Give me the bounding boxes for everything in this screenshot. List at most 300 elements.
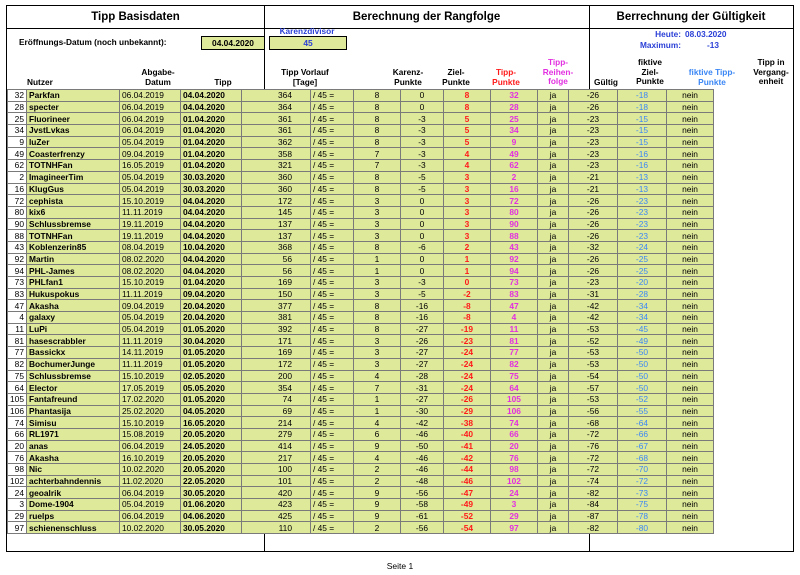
- cell-ziel: -58: [400, 499, 443, 511]
- cell-gueltig: ja: [537, 288, 568, 300]
- cell-vorlauf: 169: [241, 347, 310, 359]
- cell-fiktive-ziel: -42: [568, 300, 617, 312]
- cell-vergangenheit: nein: [666, 499, 713, 511]
- cell-vorlauf: 354: [241, 382, 310, 394]
- cell-reihenfolge: 28: [490, 101, 537, 113]
- cell-ziel: -3: [400, 160, 443, 172]
- cell-divisor: / 45 =: [310, 335, 353, 347]
- cell-ziel: -31: [400, 382, 443, 394]
- cell-tipp: 30.04.2020: [180, 335, 241, 347]
- cell-gueltig: ja: [537, 347, 568, 359]
- table-row: [8, 347, 714, 359]
- cell-nutzer: achterbahndennis: [26, 475, 119, 487]
- cell-nutzer: Schlussbremse: [26, 218, 119, 230]
- cell-nutzer: Bassickx: [26, 347, 119, 359]
- cell-tipp: 16.05.2020: [180, 417, 241, 429]
- cell-fiktive-ziel: -76: [568, 440, 617, 452]
- cell-tipp: 04.04.2020: [180, 230, 241, 242]
- cell-divisor: / 45 =: [310, 195, 353, 207]
- cell-tipp-punkte: 4: [443, 148, 490, 160]
- cell-fiktive-ziel: -52: [568, 335, 617, 347]
- cell-vorlauf: 137: [241, 218, 310, 230]
- cell-nutzer: Fantafreund: [26, 393, 119, 405]
- cell-vorlauf: 362: [241, 136, 310, 148]
- cell-nutzer: Simisu: [26, 417, 119, 429]
- cell-abgabe: 15.10.2019: [119, 370, 180, 382]
- cell-vorlauf: 425: [241, 510, 310, 522]
- karenz-label: Karenzdivisor: [279, 26, 335, 36]
- table-row: [8, 160, 714, 172]
- cell-abgabe: 09.04.2019: [119, 300, 180, 312]
- cell-tipp-punkte: 5: [443, 136, 490, 148]
- table-row: [8, 358, 714, 370]
- cell-tipp-punkte: 3: [443, 183, 490, 195]
- cell-fiktive-ziel: -26: [568, 265, 617, 277]
- cell-abgabe: 06.04.2019: [119, 113, 180, 125]
- cell-karenz: 8: [353, 136, 400, 148]
- cell-fiktive-ziel: -84: [568, 499, 617, 511]
- cell-gueltig: ja: [537, 136, 568, 148]
- row-index: 49: [8, 148, 27, 160]
- cell-gueltig: ja: [537, 265, 568, 277]
- cell-tipp-punkte: 5: [443, 125, 490, 137]
- cell-tipp: 01.04.2020: [180, 125, 241, 137]
- cell-gueltig: ja: [537, 101, 568, 113]
- cell-reihenfolge: 106: [490, 405, 537, 417]
- cell-ziel: -30: [400, 405, 443, 417]
- cell-gueltig: ja: [537, 113, 568, 125]
- max-label: Maximum:: [639, 40, 681, 50]
- cell-vorlauf: 169: [241, 277, 310, 289]
- cell-gueltig: ja: [537, 487, 568, 499]
- cell-fiktive-tipp: -34: [617, 300, 666, 312]
- cell-fiktive-ziel: -42: [568, 312, 617, 324]
- cell-tipp-punkte: 3: [443, 218, 490, 230]
- cell-reihenfolge: 90: [490, 218, 537, 230]
- ranking-table: [7, 89, 714, 534]
- cell-divisor: / 45 =: [310, 160, 353, 172]
- cell-tipp-punkte: -26: [443, 393, 490, 405]
- cell-vorlauf: 321: [241, 160, 310, 172]
- cell-reihenfolge: 9: [490, 136, 537, 148]
- cell-ziel: -27: [400, 393, 443, 405]
- table-row: [8, 382, 714, 394]
- cell-tipp: 01.05.2020: [180, 393, 241, 405]
- cell-reihenfolge: 62: [490, 160, 537, 172]
- cell-nutzer: Hukuspokus: [26, 288, 119, 300]
- cell-divisor: / 45 =: [310, 475, 353, 487]
- cell-fiktive-ziel: -53: [568, 358, 617, 370]
- cell-abgabe: 06.04.2019: [119, 125, 180, 137]
- cell-fiktive-ziel: -23: [568, 160, 617, 172]
- cell-tipp: 04.06.2020: [180, 510, 241, 522]
- cell-nutzer: anas: [26, 440, 119, 452]
- cell-tipp-punkte: -24: [443, 370, 490, 382]
- cell-fiktive-ziel: -26: [568, 195, 617, 207]
- cell-reihenfolge: 77: [490, 347, 537, 359]
- cell-vorlauf: 214: [241, 417, 310, 429]
- cell-reihenfolge: 66: [490, 428, 537, 440]
- cell-nutzer: ImagineerTim: [26, 171, 119, 183]
- cell-reihenfolge: 81: [490, 335, 537, 347]
- cell-vergangenheit: nein: [666, 487, 713, 499]
- cell-reihenfolge: 83: [490, 288, 537, 300]
- cell-nutzer: Akasha: [26, 452, 119, 464]
- cell-fiktive-tipp: -13: [617, 183, 666, 195]
- cell-divisor: / 45 =: [310, 125, 353, 137]
- row-index: 83: [8, 288, 27, 300]
- cell-vergangenheit: nein: [666, 101, 713, 113]
- cell-karenz: 2: [353, 464, 400, 476]
- cell-vergangenheit: nein: [666, 230, 713, 242]
- cell-karenz: 8: [353, 113, 400, 125]
- row-index: 94: [8, 265, 27, 277]
- cell-tipp: 01.04.2020: [180, 148, 241, 160]
- header-fiktive-ziel: fiktive Ziel- Punkte: [636, 57, 664, 86]
- cell-fiktive-ziel: -74: [568, 475, 617, 487]
- header-karenz: Karenz- Punkte: [392, 67, 424, 87]
- cell-nutzer: Dome-1904: [26, 499, 119, 511]
- cell-vorlauf: 381: [241, 312, 310, 324]
- cell-tipp-punkte: 4: [443, 160, 490, 172]
- cell-tipp-punkte: -44: [443, 464, 490, 476]
- cell-fiktive-ziel: -53: [568, 347, 617, 359]
- cell-divisor: / 45 =: [310, 487, 353, 499]
- table-row: [8, 90, 714, 102]
- table-row: [8, 522, 714, 534]
- cell-gueltig: ja: [537, 510, 568, 522]
- cell-ziel: -3: [400, 148, 443, 160]
- cell-tipp: 30.05.2020: [180, 522, 241, 534]
- cell-reihenfolge: 20: [490, 440, 537, 452]
- cell-fiktive-tipp: -55: [617, 405, 666, 417]
- cell-abgabe: 06.04.2019: [119, 90, 180, 102]
- cell-abgabe: 09.04.2019: [119, 148, 180, 160]
- cell-vorlauf: 414: [241, 440, 310, 452]
- cell-gueltig: ja: [537, 499, 568, 511]
- cell-vorlauf: 364: [241, 90, 310, 102]
- cell-vergangenheit: nein: [666, 136, 713, 148]
- row-index: 16: [8, 183, 27, 195]
- cell-tipp-punkte: 5: [443, 113, 490, 125]
- cell-karenz: 9: [353, 499, 400, 511]
- cell-karenz: 1: [353, 253, 400, 265]
- table-row: [8, 393, 714, 405]
- cell-vergangenheit: nein: [666, 335, 713, 347]
- cell-reihenfolge: 24: [490, 487, 537, 499]
- cell-tipp: 20.04.2020: [180, 300, 241, 312]
- today-value: 08.03.2020: [685, 29, 727, 39]
- cell-tipp-punkte: -41: [443, 440, 490, 452]
- cell-reihenfolge: 97: [490, 522, 537, 534]
- cell-karenz: 6: [353, 428, 400, 440]
- cell-ziel: 0: [400, 101, 443, 113]
- cell-reihenfolge: 32: [490, 90, 537, 102]
- cell-fiktive-tipp: -15: [617, 113, 666, 125]
- header-vorlauf: Tipp Vorlauf [Tage]: [281, 67, 329, 87]
- cell-fiktive-tipp: -75: [617, 499, 666, 511]
- row-index: 81: [8, 335, 27, 347]
- cell-abgabe: 06.04.2019: [119, 510, 180, 522]
- row-index: 24: [8, 487, 27, 499]
- row-index: 11: [8, 323, 27, 335]
- cell-karenz: 4: [353, 417, 400, 429]
- cell-ziel: -56: [400, 487, 443, 499]
- cell-gueltig: ja: [537, 171, 568, 183]
- cell-divisor: / 45 =: [310, 440, 353, 452]
- row-index: 73: [8, 277, 27, 289]
- cell-tipp-punkte: 3: [443, 171, 490, 183]
- cell-ziel: -27: [400, 347, 443, 359]
- cell-divisor: / 45 =: [310, 230, 353, 242]
- cell-vorlauf: 360: [241, 183, 310, 195]
- cell-fiktive-tipp: -67: [617, 440, 666, 452]
- cell-nutzer: Koblenzerin85: [26, 241, 119, 253]
- cell-nutzer: KlugGus: [26, 183, 119, 195]
- cell-tipp: 04.04.2020: [180, 253, 241, 265]
- header-gueltig: Gültig: [594, 77, 618, 87]
- cell-vorlauf: 101: [241, 475, 310, 487]
- cell-fiktive-tipp: -50: [617, 358, 666, 370]
- table-row: [8, 206, 714, 218]
- cell-fiktive-tipp: -23: [617, 230, 666, 242]
- section-title-basis: Tipp Basisdaten: [7, 6, 264, 29]
- cell-reihenfolge: 11: [490, 323, 537, 335]
- cell-vorlauf: 69: [241, 405, 310, 417]
- cell-vergangenheit: nein: [666, 405, 713, 417]
- cell-nutzer: Phantasija: [26, 405, 119, 417]
- cell-abgabe: 10.02.2020: [119, 464, 180, 476]
- cell-divisor: / 45 =: [310, 218, 353, 230]
- cell-abgabe: 05.04.2019: [119, 323, 180, 335]
- cell-karenz: 8: [353, 171, 400, 183]
- cell-ziel: -46: [400, 452, 443, 464]
- table-row: [8, 487, 714, 499]
- cell-ziel: -3: [400, 277, 443, 289]
- cell-abgabe: 16.10.2019: [119, 452, 180, 464]
- table-row: [8, 510, 714, 522]
- row-index: 64: [8, 382, 27, 394]
- cell-ziel: -6: [400, 241, 443, 253]
- cell-vergangenheit: nein: [666, 323, 713, 335]
- cell-vergangenheit: nein: [666, 347, 713, 359]
- cell-fiktive-ziel: -26: [568, 253, 617, 265]
- table-row: [8, 323, 714, 335]
- cell-tipp-punkte: 1: [443, 253, 490, 265]
- cell-divisor: / 45 =: [310, 288, 353, 300]
- cell-vergangenheit: nein: [666, 417, 713, 429]
- cell-karenz: 3: [353, 347, 400, 359]
- table-row: [8, 171, 714, 183]
- row-index: 92: [8, 253, 27, 265]
- cell-tipp-punkte: -52: [443, 510, 490, 522]
- cell-tipp: 04.04.2020: [180, 218, 241, 230]
- cell-divisor: / 45 =: [310, 206, 353, 218]
- cell-nutzer: JvstLvkas: [26, 125, 119, 137]
- cell-tipp-punkte: 8: [443, 101, 490, 113]
- cell-fiktive-tipp: -16: [617, 148, 666, 160]
- cell-tipp: 01.04.2020: [180, 160, 241, 172]
- cell-tipp: 22.05.2020: [180, 475, 241, 487]
- cell-ziel: 0: [400, 195, 443, 207]
- cell-divisor: / 45 =: [310, 241, 353, 253]
- header-reihenfolge: Tipp- Reihen- folge: [542, 57, 574, 86]
- cell-ziel: -3: [400, 113, 443, 125]
- cell-reihenfolge: 98: [490, 464, 537, 476]
- cell-tipp-punkte: -24: [443, 358, 490, 370]
- cell-tipp-punkte: -42: [443, 452, 490, 464]
- row-index: 28: [8, 101, 27, 113]
- cell-divisor: / 45 =: [310, 510, 353, 522]
- cell-reihenfolge: 102: [490, 475, 537, 487]
- cell-reihenfolge: 16: [490, 183, 537, 195]
- cell-fiktive-tipp: -13: [617, 171, 666, 183]
- cell-ziel: 0: [400, 218, 443, 230]
- header-vergangenheit: Tipp in Vergang- enheit: [753, 57, 789, 86]
- row-index: 80: [8, 206, 27, 218]
- cell-fiktive-ziel: -23: [568, 113, 617, 125]
- cell-fiktive-ziel: -72: [568, 452, 617, 464]
- cell-tipp-punkte: -47: [443, 487, 490, 499]
- cell-karenz: 8: [353, 312, 400, 324]
- cell-nutzer: kix6: [26, 206, 119, 218]
- cell-divisor: / 45 =: [310, 393, 353, 405]
- cell-gueltig: ja: [537, 405, 568, 417]
- cell-tipp: 20.05.2020: [180, 428, 241, 440]
- cell-reihenfolge: 74: [490, 417, 537, 429]
- section-title-gueltig: Berrechnung der Gültigkeit: [589, 6, 793, 29]
- cell-fiktive-ziel: -72: [568, 464, 617, 476]
- cell-vergangenheit: nein: [666, 265, 713, 277]
- cell-karenz: 3: [353, 288, 400, 300]
- cell-fiktive-ziel: -82: [568, 487, 617, 499]
- cell-gueltig: ja: [537, 195, 568, 207]
- cell-fiktive-tipp: -50: [617, 382, 666, 394]
- cell-fiktive-tipp: -20: [617, 277, 666, 289]
- cell-vergangenheit: nein: [666, 288, 713, 300]
- cell-fiktive-ziel: -57: [568, 382, 617, 394]
- cell-vorlauf: 368: [241, 241, 310, 253]
- cell-nutzer: Nic: [26, 464, 119, 476]
- cell-gueltig: ja: [537, 160, 568, 172]
- cell-fiktive-tipp: -15: [617, 125, 666, 137]
- cell-abgabe: 25.02.2020: [119, 405, 180, 417]
- cell-divisor: / 45 =: [310, 370, 353, 382]
- cell-tipp: 30.03.2020: [180, 171, 241, 183]
- cell-ziel: 0: [400, 265, 443, 277]
- cell-vergangenheit: nein: [666, 464, 713, 476]
- cell-tipp-punkte: 0: [443, 277, 490, 289]
- table-row: [8, 113, 714, 125]
- page-footer: Seite 1: [386, 561, 414, 571]
- cell-reihenfolge: 34: [490, 125, 537, 137]
- cell-vergangenheit: nein: [666, 113, 713, 125]
- max-value: -13: [707, 40, 719, 50]
- cell-abgabe: 19.11.2019: [119, 218, 180, 230]
- cell-vergangenheit: nein: [666, 358, 713, 370]
- cell-fiktive-tipp: -72: [617, 475, 666, 487]
- cell-abgabe: 10.02.2020: [119, 522, 180, 534]
- cell-nutzer: Parkfan: [26, 90, 119, 102]
- cell-tipp: 01.06.2020: [180, 499, 241, 511]
- cell-vorlauf: 358: [241, 148, 310, 160]
- cell-reihenfolge: 92: [490, 253, 537, 265]
- cell-divisor: / 45 =: [310, 113, 353, 125]
- cell-gueltig: ja: [537, 440, 568, 452]
- cell-nutzer: geoalrik: [26, 487, 119, 499]
- cell-abgabe: 11.11.2019: [119, 335, 180, 347]
- cell-vorlauf: 392: [241, 323, 310, 335]
- table-row: [8, 265, 714, 277]
- row-index: 82: [8, 358, 27, 370]
- karenz-value: 45: [269, 36, 347, 50]
- header-tipp: Tipp: [214, 77, 232, 87]
- cell-abgabe: 11.11.2019: [119, 288, 180, 300]
- cell-ziel: -26: [400, 335, 443, 347]
- cell-divisor: / 45 =: [310, 405, 353, 417]
- cell-tipp: 04.04.2020: [180, 195, 241, 207]
- cell-ziel: -42: [400, 417, 443, 429]
- cell-nutzer: cephista: [26, 195, 119, 207]
- cell-karenz: 3: [353, 277, 400, 289]
- cell-fiktive-ziel: -32: [568, 241, 617, 253]
- cell-vorlauf: 423: [241, 499, 310, 511]
- cell-vergangenheit: nein: [666, 253, 713, 265]
- cell-karenz: 7: [353, 382, 400, 394]
- cell-vorlauf: 377: [241, 300, 310, 312]
- cell-vergangenheit: nein: [666, 171, 713, 183]
- table-row: [8, 136, 714, 148]
- cell-tipp-punkte: -29: [443, 405, 490, 417]
- table-row: [8, 452, 714, 464]
- cell-fiktive-tipp: -73: [617, 487, 666, 499]
- cell-divisor: / 45 =: [310, 323, 353, 335]
- cell-abgabe: 05.04.2019: [119, 183, 180, 195]
- table-row: [8, 499, 714, 511]
- cell-vorlauf: 150: [241, 288, 310, 300]
- cell-fiktive-tipp: -23: [617, 206, 666, 218]
- cell-gueltig: ja: [537, 382, 568, 394]
- cell-fiktive-tipp: -18: [617, 90, 666, 102]
- cell-vorlauf: 172: [241, 358, 310, 370]
- cell-abgabe: 06.04.2019: [119, 101, 180, 113]
- cell-karenz: 3: [353, 230, 400, 242]
- cell-vergangenheit: nein: [666, 183, 713, 195]
- cell-fiktive-tipp: -25: [617, 265, 666, 277]
- cell-abgabe: 16.05.2019: [119, 160, 180, 172]
- cell-ziel: -61: [400, 510, 443, 522]
- row-index: 90: [8, 218, 27, 230]
- cell-vorlauf: 56: [241, 253, 310, 265]
- row-index: 43: [8, 241, 27, 253]
- cell-reihenfolge: 49: [490, 148, 537, 160]
- cell-tipp-punkte: 1: [443, 265, 490, 277]
- cell-nutzer: PHLfan1: [26, 277, 119, 289]
- row-index: 62: [8, 160, 27, 172]
- cell-abgabe: 15.10.2019: [119, 195, 180, 207]
- cell-tipp-punkte: 3: [443, 206, 490, 218]
- cell-nutzer: Martin: [26, 253, 119, 265]
- cell-vorlauf: 364: [241, 101, 310, 113]
- table-row: [8, 312, 714, 324]
- cell-fiktive-tipp: -15: [617, 136, 666, 148]
- cell-gueltig: ja: [537, 148, 568, 160]
- table-row: [8, 195, 714, 207]
- cell-fiktive-ziel: -23: [568, 136, 617, 148]
- cell-vorlauf: 171: [241, 335, 310, 347]
- cell-divisor: / 45 =: [310, 136, 353, 148]
- cell-ziel: 0: [400, 90, 443, 102]
